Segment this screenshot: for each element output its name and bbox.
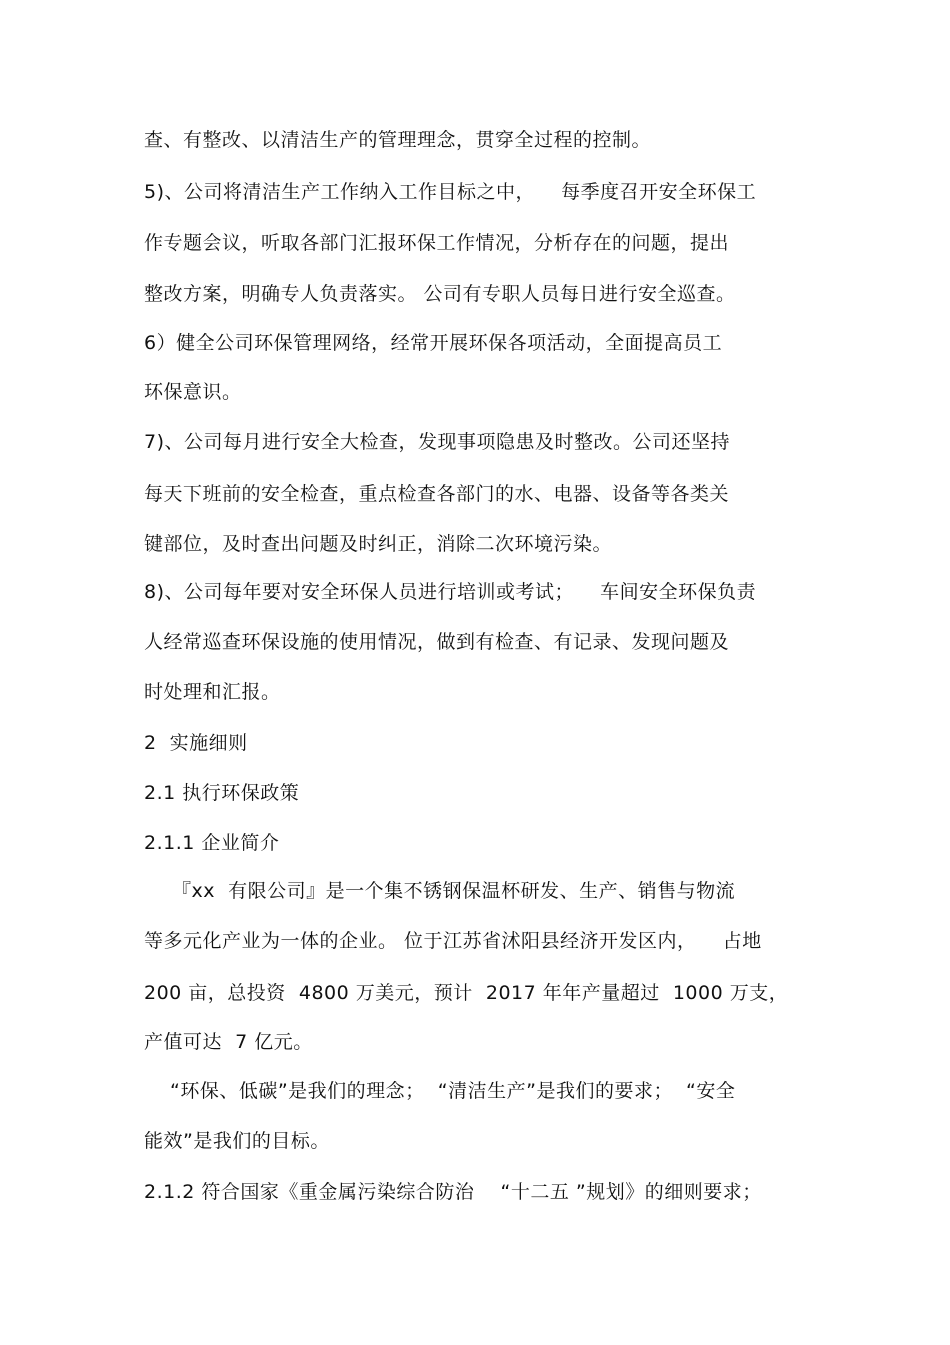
text-line: 环保意识。 <box>144 381 242 403</box>
subsubsection-heading: 2.1.1 企业简介 <box>144 832 280 854</box>
text-line: 每天下班前的安全检查，重点检查各部门的水、电器、设备等各类关 <box>144 483 730 505</box>
list-item-7: 7)、公司每月进行安全大检查，发现事项隐患及时整改。公司还坚持 <box>144 431 731 453</box>
text-line: 键部位，及时查出问题及时纠正，消除二次环境污染。 <box>144 533 613 555</box>
list-item-8: 8)、公司每年要对安全环保人员进行培训或考试； 车间安全环保负责 <box>144 581 757 603</box>
text-line: 作专题会议，听取各部门汇报环保工作情况，分析存在的问题，提出 <box>144 232 730 254</box>
subsection-heading: 2.1 执行环保政策 <box>144 782 300 804</box>
text-line: 查、有整改、以清洁生产的管理理念，贯穿全过程的控制。 <box>144 129 652 151</box>
subsubsection-heading: 2.1.2 符合国家《重金属污染综合防治 “十二五 ”规划》的细则要求； <box>144 1181 762 1203</box>
paragraph-line: 200 亩，总投资 4800 万美元，预计 2017 年年产量超过 1000 万支， <box>144 982 789 1004</box>
paragraph-line: 产值可达 7 亿元。 <box>144 1031 313 1053</box>
text-line: 人经常巡查环保设施的使用情况，做到有检查、有记录、发现问题及 <box>144 631 730 653</box>
paragraph-line: “环保、低碳”是我们的理念； “清洁生产”是我们的要求； “安全 <box>170 1080 736 1102</box>
paragraph-line: 『xx 有限公司』是一个集不锈钢保温杯研发、生产、销售与物流 <box>172 880 736 902</box>
paragraph-line: 等多元化产业为一体的企业。 位于江苏省沭阳县经济开发区内， 占地 <box>144 930 762 952</box>
text-line: 整改方案，明确专人负责落实。 公司有专职人员每日进行安全巡查。 <box>144 283 736 305</box>
list-item-6: 6）健全公司环保管理网络，经常开展环保各项活动，全面提高员工 <box>144 332 723 354</box>
section-heading: 2 实施细则 <box>144 732 248 754</box>
text-line: 时处理和汇报。 <box>144 681 281 703</box>
list-item-5: 5)、公司将清洁生产工作纳入工作目标之中， 每季度召开安全环保工 <box>144 181 757 203</box>
paragraph-line: 能效”是我们的目标。 <box>144 1130 330 1152</box>
